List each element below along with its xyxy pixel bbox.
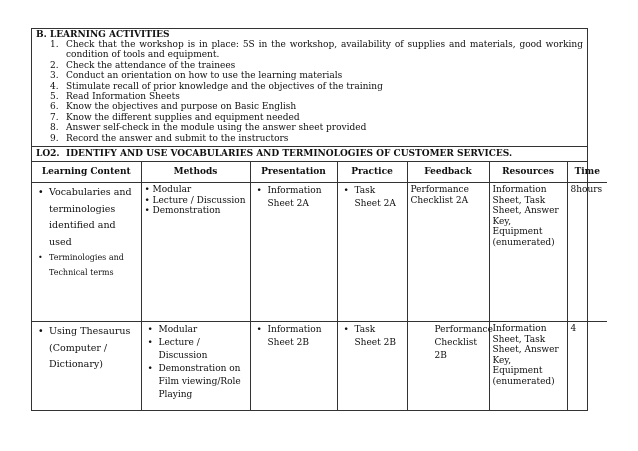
cell-time: 8hours — [567, 183, 607, 322]
cell-presentation — [250, 322, 337, 411]
feedback-text: Performance Checklist 2B — [434, 325, 493, 362]
header-time: Time — [567, 162, 607, 183]
method-item: • Lecture / Discussion — [145, 337, 247, 363]
activity-item: 3. Conduct an orientation on how to use the learning materials — [50, 71, 343, 82]
cell-methods — [141, 183, 250, 322]
cell-practice — [337, 322, 407, 411]
header-feedback: Feedback — [407, 162, 489, 183]
activity-item: 1. Check that the workshop is in place: 5S in the workshop, availability of supplies and materials, good working condition of tools and equipment. — [50, 40, 583, 61]
practice-item: • Task Sheet 2A — [341, 185, 404, 211]
cell-practice — [337, 183, 407, 322]
cell-feedback — [407, 322, 493, 411]
learning-activities-heading: B. LEARNING ACTIVITIES — [36, 30, 170, 40]
table-header-row — [32, 162, 607, 183]
table-row — [32, 183, 607, 322]
cell-methods — [141, 322, 250, 411]
activity-item: 5. Read Information Sheets — [50, 92, 180, 103]
header-learning-content: Learning Content — [32, 162, 141, 183]
activity-item: 8. Answer self-check in the module using the answer sheet provided — [50, 123, 367, 134]
learning-activities-section — [32, 29, 587, 147]
header-methods: Methods — [141, 162, 250, 183]
cell-learning-content — [32, 183, 141, 322]
table-row — [32, 322, 607, 411]
cell-resources: Information Sheet, Task Sheet, Answer Key, Equipment (enumerated) — [489, 183, 567, 322]
cell-presentation — [250, 183, 337, 322]
learning-activities-list — [36, 40, 583, 144]
lo-title: IDENTIFY AND USE VOCABULARIES AND TERMINOLOGIES OF CUSTOMER SERVICES. — [66, 149, 513, 160]
cell-feedback: Performance Checklist 2A — [407, 183, 489, 322]
header-presentation: Presentation — [250, 162, 337, 183]
activity-item: 4. Stimulate recall of prior knowledge and the objectives of the training — [50, 81, 383, 92]
content-item: • Using Thesaurus (Computer / Dictionary) — [35, 324, 138, 374]
cell-time: 4 — [567, 322, 607, 411]
activity-item: 9. Record the answer and submit to the instructors — [50, 133, 289, 144]
content-item: • Terminologies and Technical terms — [35, 251, 138, 280]
activity-item: 2. Check the attendance of the trainees — [50, 60, 236, 71]
lo-code: LO2. — [36, 149, 60, 160]
method-item: • Lecture / Discussion — [145, 196, 247, 207]
header-practice: Practice — [337, 162, 407, 183]
method-item: • Demonstration on Film viewing/Role Playing — [145, 363, 247, 402]
practice-item: • Task Sheet 2B — [341, 324, 404, 350]
cell-learning-content — [32, 322, 141, 411]
activity-item: 6. Know the objectives and purpose on Basic English — [50, 102, 297, 113]
method-item: • Modular — [145, 324, 247, 337]
lesson-plan-frame — [31, 28, 603, 411]
method-item: • Modular — [145, 185, 247, 196]
learning-outcome-title — [32, 147, 587, 162]
cell-resources: Information Sheet, Task Sheet, Answer Key, Equipment (enumerated) — [489, 322, 567, 411]
presentation-item: • Information Sheet 2A — [254, 185, 334, 211]
activity-item: 7. Know the different supplies and equipment needed — [50, 112, 300, 123]
content-item: • Vocabularies and terminologies identified and used — [35, 185, 138, 251]
method-item: • Demonstration — [145, 206, 247, 217]
presentation-item: • Information Sheet 2B — [254, 324, 334, 350]
learning-outcome-table — [32, 162, 607, 410]
header-resources: Resources — [489, 162, 567, 183]
